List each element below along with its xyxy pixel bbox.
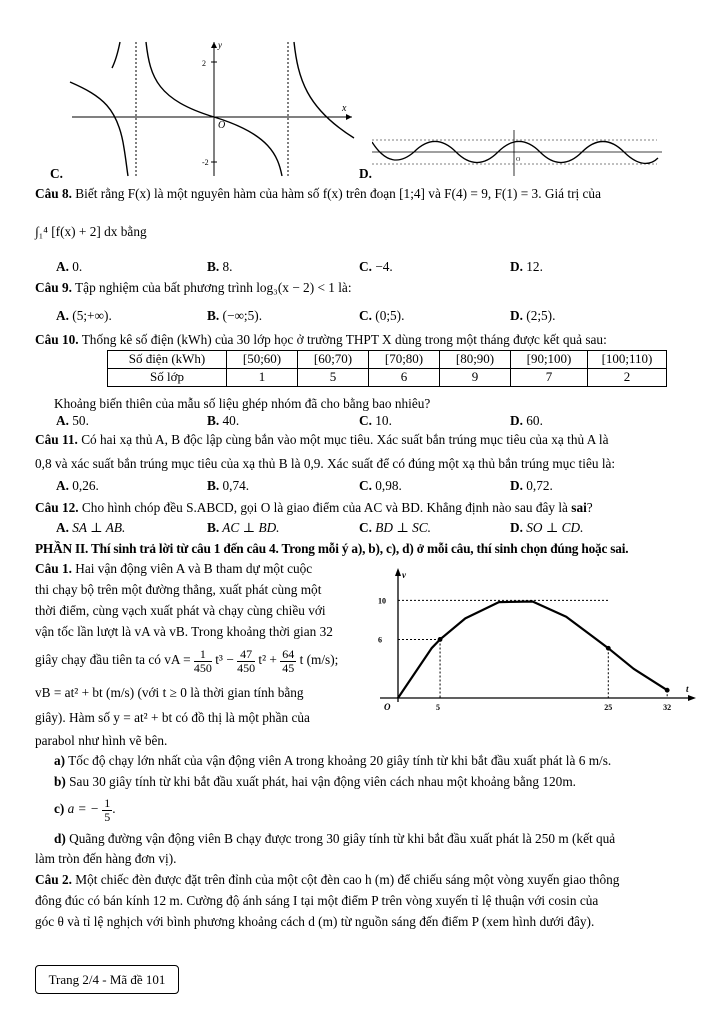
q10-option-d[interactable]: D. 60. <box>510 413 543 428</box>
p2q1-item-d-2: làm tròn đến hàng đơn vị). <box>35 851 177 866</box>
c-label-x: x <box>342 103 347 114</box>
q8-option-b[interactable]: B. 8. <box>207 259 233 274</box>
x-axis-label: t <box>686 684 689 694</box>
p2q1-formula: giây chạy đầu tiên ta có vA = $\frac{1}{450}$ t³ − $\frac{47}{450}$ t² + $\frac{64}{45}$ t (m/s); <box>35 647 339 675</box>
data-point-25 <box>606 646 611 651</box>
x-tick-label-32: 32 <box>663 703 672 712</box>
q8-option-c[interactable]: C. −4. <box>359 259 393 274</box>
p2q1-item-d[interactable]: d) Quãng đường vận động viên B chạy được trong 30 giây tính từ khi bắt đầu xuất phát là 250 m (kết quả <box>54 831 616 846</box>
c-label-y: y <box>218 40 222 50</box>
y-axis-label: v <box>402 570 406 580</box>
p2q1-line-3: vận tốc lần lượt là vA và vB. Trong khoảng thời gian 32 <box>35 624 333 639</box>
q10-option-c[interactable]: C. 10. <box>359 413 392 428</box>
q8-stem <box>35 186 601 203</box>
x-axis-arrow <box>688 695 696 701</box>
q12-option-d[interactable]: D. SO ⊥ CD. <box>510 520 584 535</box>
q10-stem: Câu 10. Thống kê số điện (kWh) của 30 lớp học ở trường THPT X dùng trong một tháng được kết quả sau: <box>35 332 607 347</box>
x-tick-label-25: 25 <box>604 703 613 712</box>
y-axis-arrow <box>395 568 401 576</box>
d-label-origin: O <box>516 157 521 163</box>
p2q1-line-1: thi chạy bộ trên một đường thẳng, xuất phát cùng một <box>35 582 322 597</box>
part2-title: PHẦN II. Thí sinh trả lời từ câu 1 đến câu 4. Trong mỗi ý a), b), c), d) ở mỗi câu, thí sinh chọn đúng hoặc sai. <box>35 541 629 556</box>
y-tick-label-10: 10 <box>378 596 386 606</box>
q8-option-d[interactable]: D. 12. <box>510 259 543 274</box>
graph-d <box>372 128 672 178</box>
q11-option-b[interactable]: B. 0,74. <box>207 478 250 493</box>
q9-stem: Câu 9. Tập nghiệm của bất phương trình log₃(x − 2) < 1 là: <box>35 280 352 295</box>
origin-label: O <box>384 702 391 712</box>
page-footer: Trang 2/4 - Mã đề 101 <box>35 965 179 994</box>
p2q1-line-0: Câu 1. Hai vận động viên A và B tham dự một cuộc <box>35 561 313 576</box>
data-point-32 <box>665 688 670 693</box>
p2q1-line2-1: giây). Hàm số y = at² + bt có đồ thị là một phần của <box>35 710 310 725</box>
graph-c <box>62 38 357 178</box>
q11-option-c[interactable]: C. 0,98. <box>359 478 402 493</box>
table-row: Số lớp 1 5 6 9 7 2 <box>108 369 667 387</box>
graph-c-letter: C. <box>50 166 63 181</box>
q10-option-a[interactable]: A. 50. <box>56 413 89 428</box>
q12-stem: Câu 12. Cho hình chóp đều S.ABCD, gọi O là giao điểm của AC và BD. Khẳng định nào sau đây là sai? <box>35 500 593 515</box>
p2q2-line-1: đông đúc có bán kính 12 m. Cường độ ánh sáng I tại một điểm P trên vòng xuyến tỉ lệ thuận với cosin của <box>35 893 599 908</box>
table-row: Số điện (kWh) [50;60) [60;70) [70;80) [80;90) [90;100) [100;110) <box>108 351 667 369</box>
q8-option-a[interactable]: A. 0. <box>56 259 83 274</box>
q9-option-b[interactable]: B. (−∞;5). <box>207 308 263 323</box>
data-point-5 <box>438 637 443 642</box>
q8-integral: ∫₁⁴ [f(x) + 2] dx bằng <box>35 224 147 239</box>
c-label-neg-two: -2 <box>202 158 209 167</box>
p2q1-item-c[interactable]: c) a = − $\frac{1}{5}$ . <box>54 796 116 824</box>
velocity-chart <box>376 566 696 716</box>
q10-table <box>107 350 667 387</box>
x-tick-label-5: 5 <box>436 703 441 712</box>
p2q1-item-a[interactable]: a) Tốc độ chạy lớn nhất của vận động viên A trong khoảng 20 giây tính từ khi bắt đầu xuất phát là 6 m/s. <box>54 753 612 768</box>
q9-option-d[interactable]: D. (2;5). <box>510 308 556 323</box>
q10-subtext: Khoảng biến thiên của mẫu số liệu ghép nhóm đã cho bằng bao nhiêu? <box>54 396 431 411</box>
p2q1-line-2: thời điểm, cùng vạch xuất phát và chạy cùng chiều với <box>35 603 326 618</box>
p2q1-item-b[interactable]: b) Sau 30 giây tính từ khi bắt đầu xuất phát, hai vận động viên cách nhau một khoảng bằng 120m. <box>54 774 577 789</box>
y-tick-label-6: 6 <box>378 635 382 645</box>
series-line-vB <box>398 602 667 699</box>
q9-option-c[interactable]: C. (0;5). <box>359 308 405 323</box>
q10-option-b[interactable]: B. 40. <box>207 413 240 428</box>
graph-d-letter: D. <box>359 166 372 181</box>
q11-stem-2: 0,8 và xác suất bắn trúng mục tiêu của xạ thủ B là 0,9. Xác suất để có đúng một xạ thủ bắn trúng mục tiêu là: <box>35 456 616 471</box>
p2q2-line-2: góc θ và tỉ lệ nghịch với bình phương khoảng cách d (m) từ nguồn sáng đến điểm P (xem hình dưới đây). <box>35 914 595 929</box>
q11-stem: Câu 11. Có hai xạ thủ A, B độc lập cùng bắn vào một mục tiêu. Xác suất bắn trúng mục tiêu của xạ thủ A là <box>35 432 609 447</box>
q8-text: Biết rằng F(x) là một nguyên hàm của hàm số f(x) trên đoạn [1;4] và F(4) = 9, F(1) = 3. Giá trị của <box>75 186 601 201</box>
q12-option-c[interactable]: C. BD ⊥ SC. <box>359 520 431 535</box>
q11-option-a[interactable]: A. 0,26. <box>56 478 99 493</box>
q12-option-b[interactable]: B. AC ⊥ BD. <box>207 520 280 535</box>
p2q1-line2-0: vB = at² + bt (m/s) (với t ≥ 0 là thời gian tính bằng <box>35 685 304 700</box>
p2q1-line2-2: parabol như hình vẽ bên. <box>35 733 168 748</box>
c-label-two: 2 <box>202 59 206 68</box>
p2q2-line-0: Câu 2. Một chiếc đèn được đặt trên đỉnh của một cột đèn cao h (m) để chiếu sáng một vòng xuyến giao thông <box>35 872 620 887</box>
q11-option-d[interactable]: D. 0,72. <box>510 478 553 493</box>
q8-label: Câu 8. <box>35 186 72 201</box>
c-label-origin: O <box>218 120 226 131</box>
q9-option-a[interactable]: A. (5;+∞). <box>56 308 112 323</box>
q12-option-a[interactable]: A. SA ⊥ AB. <box>56 520 126 535</box>
